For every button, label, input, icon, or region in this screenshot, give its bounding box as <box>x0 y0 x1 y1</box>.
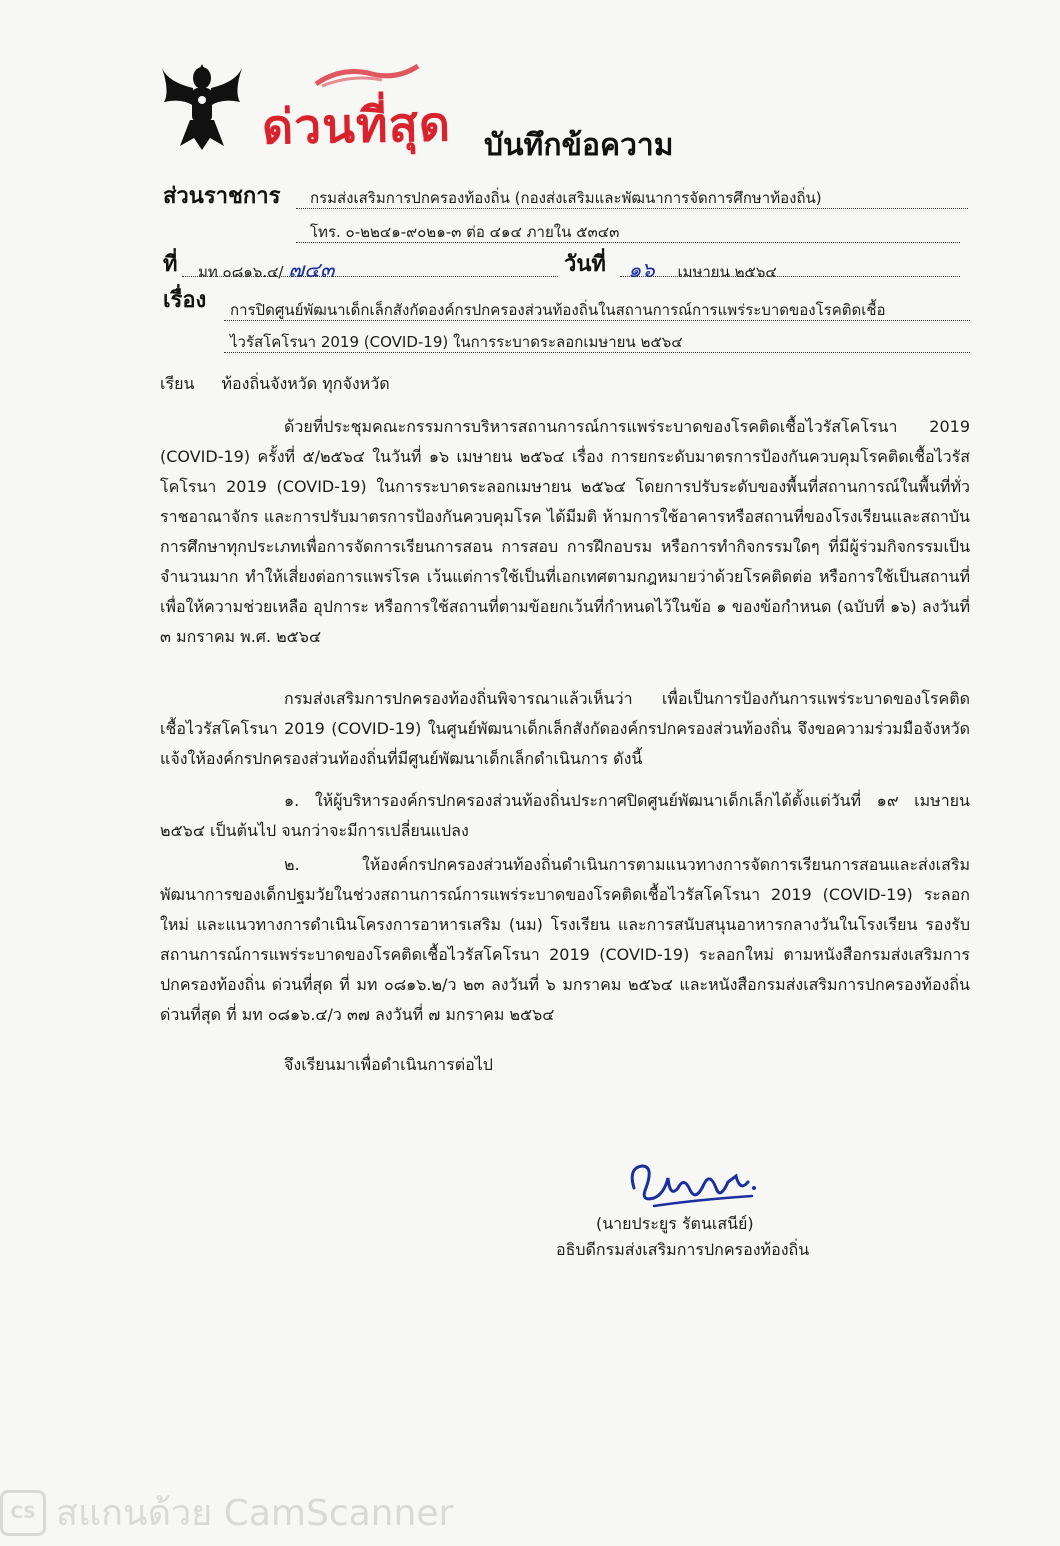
subject-line-1: การปิดศูนย์พัฒนาเด็กเล็กสังกัดองค์กรปกครองส่วนท้องถิ่นในสถานการณ์การแพร่ระบาดของโรคติดเชื้อ <box>230 301 886 319</box>
subject-line-2: ไวรัสโคโรนา 2019 (COVID-19) ในการระบาดระลอกเมษายน ๒๕๖๔ <box>230 333 683 351</box>
ref-number <box>198 254 334 287</box>
camscanner-logo-icon: CS <box>0 1490 46 1536</box>
body-text-1: ด้วยที่ประชุมคณะกรรมการบริหารสถานการณ์การแพร่ระบาดของโรคติดเชื้อไวรัสโคโรนา 2019 (COVID-19) ครั้งที่ ๕/๒๕๖๔ ในวันที่ ๑๖ เมษายน ๒๕๖๔ เรื่อง การยกระดับมาตรการป้องกันควบคุมโรคติดเชื้อไวรัสโคโรนา 2019 (COVID-19) ในการระบาดระลอกเมษายน ๒๕๖๔ โดยการปรับระดับของพื้นที่สถานการณ์ในพื้นที่ทั่วราชอาณาจักร และการปรับมาตรการป้องกันควบคุมโรค ได้มีมติ ห้ามการใช้อาคารหรือสถานที่ของโรงเรียนและสถาบันการศึกษาทุกประเภทเพื่อการจัดการเรียนการสอน การสอบ การฝึกอบรม หรือการทำกิจกรรมใดๆ ที่มีผู้ร่วมกิจกรรมเป็นจำนวนมาก ทำให้เสี่ยงต่อการแพร่โรค เว้นแต่การใช้เป็นที่เอกเทศตามกฎหมายว่าด้วยโรคติดต่อ หรือการใช้เป็นสถานที่เพื่อให้ความช่วยเหลือ อุปการะ หรือการใช้สถานที่ตามข้อยกเว้นที่กำหนดไว้ในข้อ ๑ ของข้อกำหนด (ฉบับที่ ๑๖) ลงวันที่ ๓ มกราคม พ.ศ. ๒๕๖๔ <box>160 417 971 646</box>
subject-dotline-1 <box>224 320 970 321</box>
date-handwritten-day: ๑๖ <box>628 258 655 282</box>
subject-label: เรื่อง <box>163 288 207 313</box>
salutation-label: เรียน <box>160 374 195 393</box>
body-paragraph-2 <box>160 684 970 774</box>
body-paragraph-3 <box>160 786 970 846</box>
agency-row <box>163 178 280 213</box>
body-text-5: จึงเรียนมาเพื่อดำเนินการต่อไป <box>284 1055 493 1074</box>
subject-dotline-2 <box>224 352 970 353</box>
signatory-name: (นายประยูร รัตนเสนีย์) <box>596 1214 754 1233</box>
agency-dotline-2 <box>296 242 960 243</box>
stamp-smear <box>312 62 422 88</box>
date-month-year: เมษายน ๒๕๖๔ <box>677 263 777 281</box>
body-paragraph-1 <box>160 412 970 652</box>
date-row <box>564 246 606 281</box>
ref-value: มท ๐๘๑๖.๔/ <box>198 263 284 281</box>
ref-handwritten-number: ๗๔๓ <box>288 258 335 282</box>
ref-row <box>163 246 178 281</box>
agency-line-2: โทร. ๐-๒๒๔๑-๙๐๒๑-๓ ต่อ ๔๑๔ ภายใน ๕๓๔๓ <box>310 223 620 241</box>
date-label: วันที่ <box>564 252 606 277</box>
body-paragraph-4 <box>160 850 970 1030</box>
memo-title: บันทึกข้อความ <box>484 128 674 163</box>
agency-label: ส่วนราชการ <box>163 184 281 209</box>
agency-line-1: กรมส่งเสริมการปกครองท้องถิ่น (กองส่งเสริมและพัฒนาการจัดการศึกษาท้องถิ่น) <box>310 189 822 207</box>
body-paragraph-5 <box>160 1050 970 1080</box>
date-dotline <box>620 276 960 277</box>
date-value <box>628 254 777 287</box>
ref-dotline <box>182 276 558 277</box>
signatory-title: อธิบดีกรมส่งเสริมการปกครองท้องถิ่น <box>556 1240 810 1259</box>
body-text-3: ๑. ให้ผู้บริหารองค์กรปกครองส่วนท้องถิ่นประกาศปิดศูนย์พัฒนาเด็กเล็กได้ตั้งแต่วันที่ ๑๙ เมษายน ๒๕๖๔ เป็นต้นไป จนกว่าจะมีการเปลี่ยนแปลง <box>160 791 970 840</box>
watermark-text: สแกนด้วย CamScanner <box>56 1493 454 1534</box>
handwritten-signature <box>624 1148 764 1218</box>
garuda-emblem-icon <box>160 62 244 152</box>
body-text-4: ๒. ให้องค์กรปกครองส่วนท้องถิ่นดำเนินการตามแนวทางการจัดการเรียนการสอนและส่งเสริมพัฒนาการของเด็กปฐมวัยในช่วงสถานการณ์การแพร่ระบาดของโรคติดเชื้อไวรัสโคโรนา 2019 (COVID-19) ระลอกใหม่ และแนวทางการดำเนินโครงการอาหารเสริม (นม) โรงเรียน และการสนับสนุนอาหารกลางวันในโรงเรียน รองรับสถานการณ์การแพร่ระบาดของโรคติดเชื้อไวรัสโคโรนา 2019 (COVID-19) ระลอกใหม่ ตามหนังสือกรมส่งเสริมการปกครองท้องถิ่น ด่วนที่สุด ที่ มท ๐๘๑๖.๒/ว ๒๓ ลงวันที่ ๖ มกราคม ๒๕๖๔ และหนังสือกรมส่งเสริมการปกครองท้องถิ่น ด่วนที่สุด ที่ มท ๐๘๑๖.๔/ว ๓๗ ลงวันที่ ๗ มกราคม ๒๕๖๔ <box>160 855 970 1024</box>
urgency-stamp: ด่วนที่สุด <box>261 96 452 156</box>
body-text-2: กรมส่งเสริมการปกครองท้องถิ่นพิจารณาแล้วเห็นว่า เพื่อเป็นการป้องกันการแพร่ระบาดของโรคติดเชื้อไวรัสโคโรนา 2019 (COVID-19) ในศูนย์พัฒนาเด็กเล็กสังกัดองค์กรปกครองส่วนท้องถิ่น จึงขอความร่วมมือจังหวัดแจ้งให้องค์กรปกครองส่วนท้องถิ่นที่มีศูนย์พัฒนาเด็กเล็กดำเนินการ ดังนี้ <box>160 689 970 768</box>
subject-row <box>163 282 206 317</box>
salutation <box>160 372 390 397</box>
salutation-recipient: ท้องถิ่นจังหวัด ทุกจังหวัด <box>221 374 390 393</box>
camscanner-watermark <box>0 1484 453 1541</box>
ref-label: ที่ <box>163 252 178 277</box>
agency-dotline-1 <box>296 208 968 209</box>
